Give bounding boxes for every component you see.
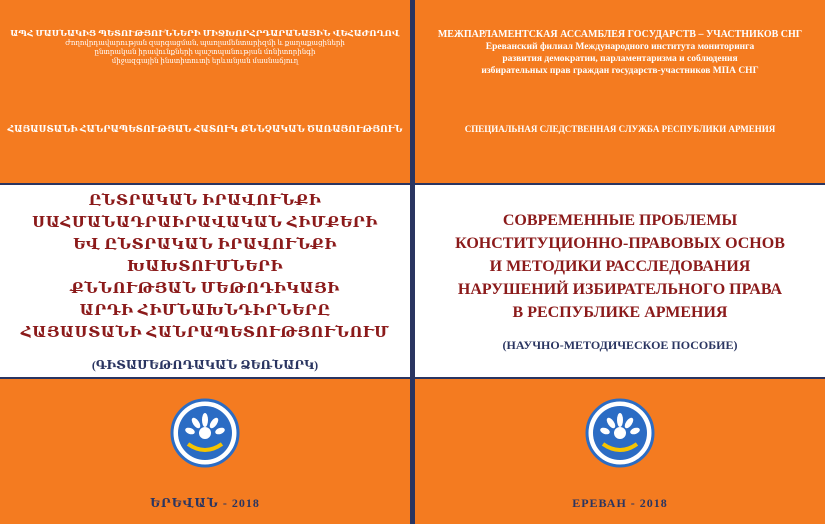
- right-agency-name: СПЕЦИАЛЬНАЯ СЛЕДСТВЕННАЯ СЛУЖБА РЕСПУБЛИКИ АРМЕНИЯ: [464, 124, 776, 134]
- right-title-band: [415, 183, 825, 379]
- right-title-line-5: В РЕСПУБЛИКЕ АРМЕНИЯ: [512, 304, 728, 321]
- right-title-line-3: И МЕТОДИКИ РАССЛЕДОВАНИЯ: [489, 258, 751, 275]
- right-cover-header: [415, 28, 825, 77]
- left-header-line-3: ընտրական իրավունքների պաշտպանության մոնիտորինգի: [94, 48, 316, 56]
- left-title-band: [0, 183, 410, 379]
- right-header-line-1: МЕЖПАРЛАМЕНТСКАЯ АССАМБЛЕЯ ГОСУДАРСТВ – УЧАСТНИКОВ СНГ: [437, 29, 803, 40]
- cis-emblem-icon: [585, 398, 655, 468]
- left-header-line-4: միջազգային ինստիտուտի երևանյան մասնաճյուղ: [111, 57, 299, 65]
- left-footer-city-year: ԵՐԵՎԱՆ - 2018: [150, 496, 260, 510]
- left-cover-header: [0, 28, 410, 66]
- cis-emblem-icon: [170, 398, 240, 468]
- right-title-line-4: НАРУШЕНИЙ ИЗБИРАТЕЛЬНОГО ПРАВА: [457, 281, 783, 298]
- left-subtitle: (ԳԻՏԱՄԵԹՈԴԱԿԱՆ ՁԵՌՆԱՐԿ): [91, 357, 319, 372]
- left-title-line-3: ԵՎ ԸՆՏՐԱԿԱՆ ԻՐԱՎՈՒՆՔԻ ԽԱԽՏՈՒՄՆԵՐԻ: [73, 236, 337, 275]
- right-subtitle: (НАУЧНО-МЕТОДИЧЕСКОЕ ПОСОБИЕ): [502, 338, 738, 352]
- russian-cover: [415, 0, 825, 524]
- right-header-line-3: развития демократии, парламентаризма и соблюдения: [502, 54, 738, 64]
- right-footer-city-year: ЕРЕВАН - 2018: [572, 496, 668, 510]
- right-title-line-2: КОНСТИТУЦИОННО-ПРАВОВЫХ ОСНОВ: [455, 235, 785, 252]
- left-header-line-1: ԱՊՀ ՄԱՍՆԱԿԻՑ ՊԵՏՈՒԹՅՈՒՆՆԵՐԻ ՄԻՋԽՈՐՀՐԴԱՐԱՆԱՅԻՆ ՎԵՀԱԺՈՂՈՎ: [10, 28, 400, 38]
- right-header-line-4: избирательных прав граждан государств-участников МПА СНГ: [481, 66, 759, 76]
- left-header-line-2: Ժողովրդավարության զարգացման, պառլամենտարիզմի և քաղաքացիների: [65, 39, 345, 47]
- left-title-line-4: ՔՆՆՈՒԹՅԱՆ ՄԵԹՈԴԻԿԱՅԻ: [70, 280, 340, 297]
- left-title-line-6: ՀԱՅԱՍՏԱՆԻ ՀԱՆՐԱՊԵՏՈՒԹՅՈՒՆՈՒՄ: [20, 324, 390, 341]
- right-header-line-2: Ереванский филиал Международного института мониторинга: [485, 42, 755, 52]
- right-title-line-1: СОВРЕМЕННЫЕ ПРОБЛЕМЫ: [502, 212, 738, 229]
- left-agency-name: ՀԱՅԱՍՏԱՆԻ ՀԱՆՐԱՊԵՏՈՒԹՅԱՆ ՀԱՏՈՒԿ ՔՆՆՉԱԿԱՆ ԾԱՌԱՅՈՒԹՅՈՒՆ: [7, 124, 403, 134]
- left-title-line-5: ԱՐԴԻ ՀԻՄՆԱԽՆԴԻՐՆԵՐԸ: [79, 302, 331, 319]
- left-title-line-1: ԸՆՏՐԱԿԱՆ ԻՐԱՎՈՒՆՔԻ: [88, 192, 322, 209]
- left-title-line-2: ՍԱՀՄԱՆԱԴՐԱԻՐԱՎԱԿԱՆ ՀԻՄՔԵՐԻ: [32, 214, 378, 231]
- armenian-cover: [0, 0, 410, 524]
